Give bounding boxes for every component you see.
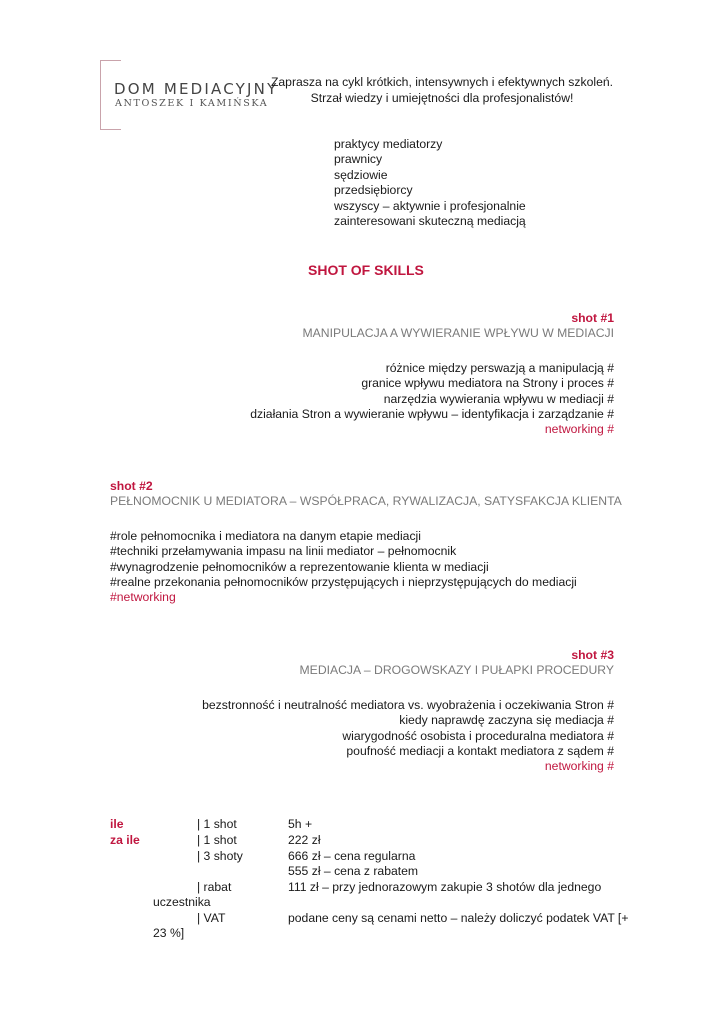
main-title: SHOT OF SKILLS (308, 262, 424, 278)
shot3-label: shot #3 (571, 648, 614, 662)
logo-subtitle: ANTOSZEK I KAMIŃSKA (115, 98, 269, 109)
audience-item: praktycy mediatorzy (334, 137, 443, 151)
shot2-item: #role pełnomocnika i mediatora na danym etapie mediacji (110, 528, 421, 543)
shot1-label: shot #1 (571, 311, 614, 325)
audience-item: prawnicy (334, 152, 383, 167)
pricing-row-label: | rabat (197, 880, 232, 894)
shot1-item: narzędzia wywierania wpływu w mediacji # (383, 391, 614, 406)
shot3-networking: networking # (544, 759, 614, 774)
shot2-label: shot #2 (110, 479, 153, 493)
intro-line-1: Zaprasza na cykl krótkich, intensywnych i efektywnych szkoleń. (270, 75, 614, 89)
pricing-row-value: 555 zł – cena z rabatem (288, 864, 419, 878)
shot3-item: wiarygodność osobista i proceduralna mediatora # (342, 728, 614, 743)
shot1-item: różnice między perswazją a manipulacją # (385, 360, 614, 375)
audience-item: zainteresowani skuteczną mediacją (334, 214, 526, 229)
shot3-section (202, 648, 614, 775)
pricing-row-wrap: 23 %] (153, 926, 185, 940)
pricing-row-label: | 1 shot (197, 833, 237, 847)
shot2-item: #realne przekonania pełnomocników przystępujących i nieprzystępujących do mediacji (110, 575, 577, 590)
audience-item: sędziowie (334, 167, 388, 182)
pricing-row-value: 666 zł – cena regularna (288, 849, 416, 863)
pricing-row-value: 5h + (288, 817, 313, 831)
audience-item: wszyscy – aktywnie i profesjonalnie (334, 198, 526, 213)
shot1-item: działania Stron a wywieranie wpływu – identyfikacja i zarządzanie # (250, 407, 614, 422)
intro-line-2: Strzał wiedzy i umiejętności dla profesjonalistów! (310, 91, 574, 105)
pricing-row-label: | 3 shoty (197, 849, 243, 863)
shot2-section (110, 479, 622, 606)
pricing-row-value: 222 zł (288, 833, 321, 847)
shot3-item: kiedy naprawdę zaczyna się mediacja # (399, 713, 614, 728)
pricing-row-label: | 1 shot (197, 817, 237, 831)
shot1-item: granice wpływu mediatora na Strony i proces # (361, 376, 614, 391)
audience-item: przedsiębiorcy (334, 183, 413, 198)
shot2-title: PEŁNOMOCNIK U MEDIATORA – WSPÓŁPRACA, RYWALIZACJA, SATYSFAKCJA KLIENTA (110, 494, 622, 509)
pricing-za-ile-label: za ile (110, 833, 140, 847)
shot1-section (250, 311, 614, 438)
pricing-row-label: | VAT (197, 911, 226, 925)
shot1-networking: networking # (544, 422, 614, 437)
pricing-row-value: podane ceny są cenami netto – należy doliczyć podatek VAT [+ (288, 911, 629, 925)
pricing-ile-label: ile (110, 817, 124, 831)
shot3-item: poufność mediacji a kontakt mediatora z sądem # (346, 744, 614, 759)
shot2-item: #techniki przełamywania impasu na linii mediator – pełnomocnik (110, 544, 457, 559)
shot3-title: MEDIACJA – DROGOWSKAZY I PUŁAPKI PROCEDURY (299, 663, 614, 678)
audience-list (334, 137, 526, 229)
pricing-row-value: 111 zł – przy jednorazowym zakupie 3 shotów dla jednego (288, 880, 602, 894)
pricing-row-wrap: uczestnika (153, 895, 211, 909)
logo-title: DOM MEDIACYJNY (114, 80, 279, 98)
shot2-networking: #networking (110, 590, 176, 605)
shot3-item: bezstronność i neutralność mediatora vs. wyobrażenia i oczekiwania Stron # (202, 697, 614, 712)
shot1-title: MANIPULACJA A WYWIERANIE WPŁYWU W MEDIACJI (302, 326, 614, 341)
shot2-item: #wynagrodzenie pełnomocników a reprezentowanie klienta w mediacji (110, 559, 489, 574)
